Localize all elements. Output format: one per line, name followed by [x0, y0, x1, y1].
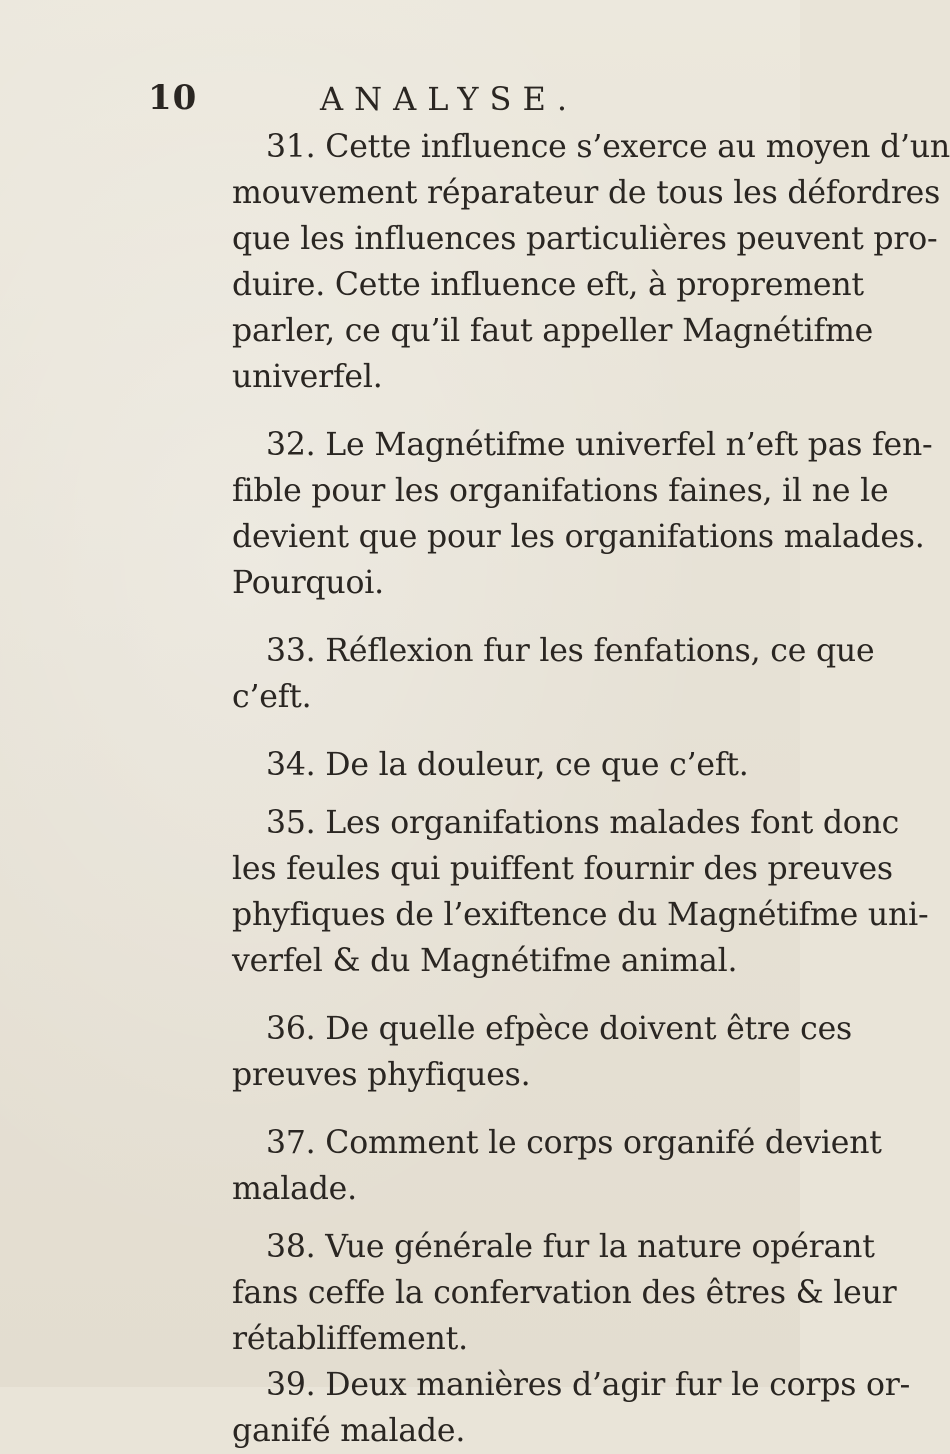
page-number: 10	[148, 78, 198, 118]
text-line: 33. Réflexion fur les fenfations, ce que	[266, 633, 875, 669]
text-line: preuves phyfiques.	[232, 1057, 531, 1093]
page-header	[0, 78, 800, 122]
text-line: fible pour les organifations faines, il ne le	[232, 473, 889, 509]
text-line: mouvement réparateur de tous les défordres	[232, 175, 941, 211]
text-line: 35. Les organifations malades font donc	[266, 805, 900, 841]
text-line: rétabliffement.	[232, 1321, 468, 1357]
text-line: Pourquoi.	[232, 565, 384, 601]
text-line: 39. Deux manières d’agir fur le corps or-	[266, 1367, 911, 1403]
running-head: ANALYSE.	[320, 80, 578, 118]
paragraph-36	[232, 1006, 852, 1098]
text-line: 36. De quelle efpèce doivent être ces	[266, 1011, 852, 1047]
paragraph-35	[232, 800, 929, 984]
text-line: les feules qui puiffent fournir des preuves	[232, 851, 893, 887]
body-text	[232, 124, 950, 1454]
text-line: ganifé malade.	[232, 1413, 466, 1449]
text-line: univerfel.	[232, 359, 383, 395]
text-line: fans ceffe la confervation des êtres & leur	[232, 1275, 897, 1311]
paragraph-32	[232, 422, 933, 606]
paragraph-33	[232, 628, 875, 720]
text-line: malade.	[232, 1171, 357, 1207]
text-line: parler, ce qu’il faut appeller Magnétifme	[232, 313, 874, 349]
text-line: verfel & du Magnétifme animal.	[232, 943, 738, 979]
text-line: 34. De la douleur, ce que c’eft.	[266, 747, 749, 783]
text-line: 37. Comment le corps organifé devient	[266, 1125, 882, 1161]
text-line: phyfiques de l’exiftence du Magnétifme uni-	[232, 897, 929, 933]
text-line: duire. Cette influence eft, à proprement	[232, 267, 864, 303]
text-line: que les influences particulières peuvent pro-	[232, 221, 938, 257]
text-line: c’eft.	[232, 679, 312, 715]
paragraph-39	[232, 1362, 911, 1454]
paragraph-34	[232, 742, 752, 788]
paragraph-31	[232, 124, 950, 400]
paragraph-38	[232, 1224, 897, 1362]
text-line: devient que pour les organifations malades.	[232, 519, 925, 555]
text-line: 32. Le Magnétifme univerfel n’eft pas fen-	[266, 427, 933, 463]
paragraph-37	[232, 1120, 882, 1212]
text-line: 38. Vue générale fur la nature opérant	[266, 1229, 875, 1265]
text-line: 31. Cette influence s’exerce au moyen d’un	[266, 129, 950, 165]
